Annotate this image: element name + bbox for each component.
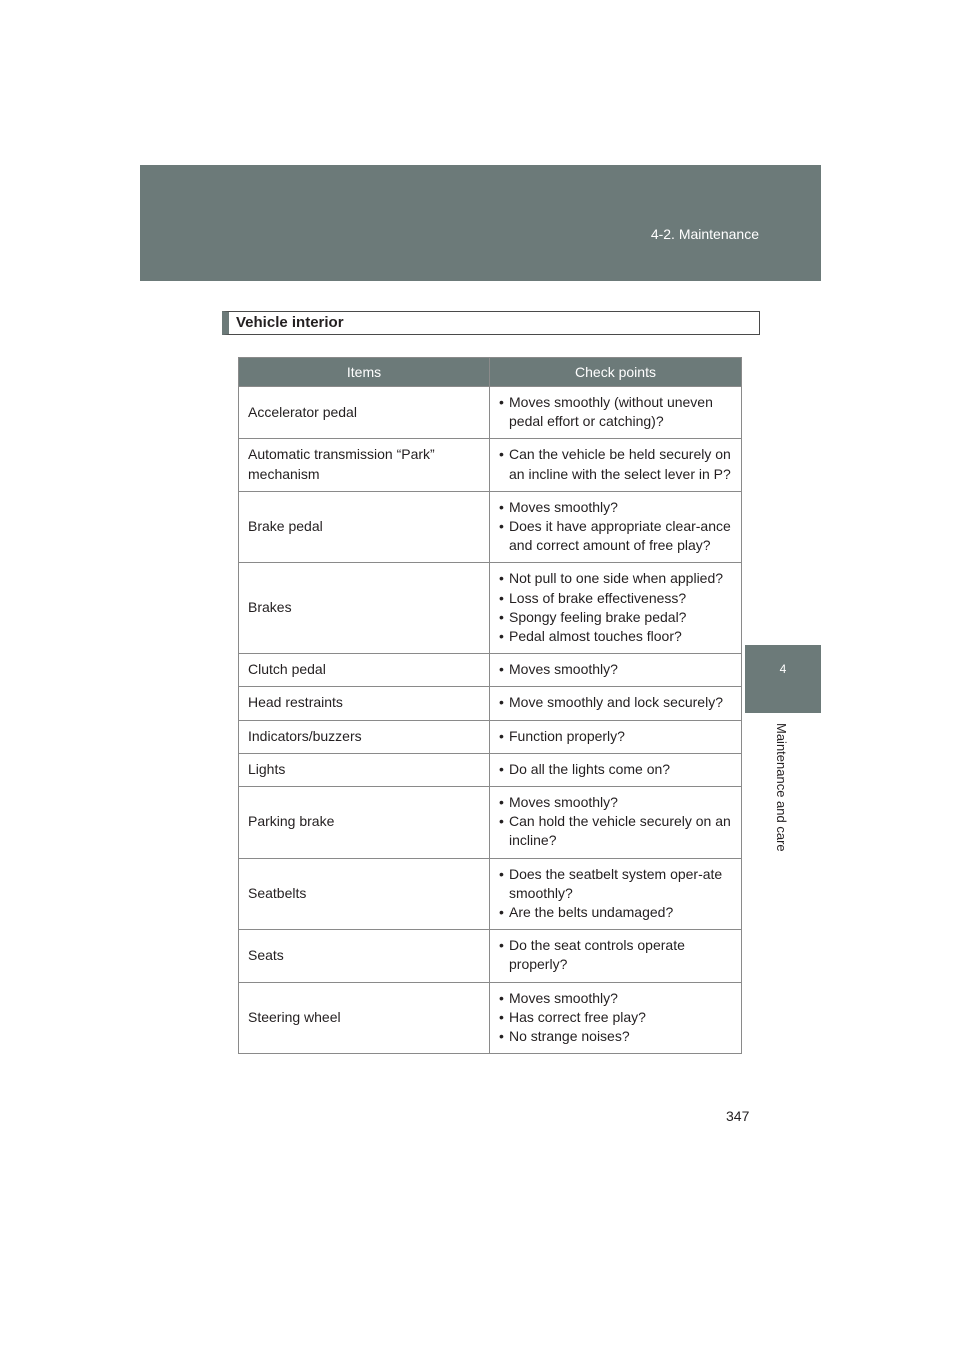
check-point: • Not pull to one side when applied? [499, 569, 733, 588]
item-cell: Clutch pedal [239, 654, 490, 687]
check-point: • Moves smoothly? [499, 793, 733, 812]
check-point: • Moves smoothly? [499, 498, 733, 517]
check-points-list [499, 989, 733, 1047]
item-cell: Parking brake [239, 787, 490, 859]
page-number: 347 [726, 1108, 750, 1124]
check-point: • Spongy feeling brake pedal? [499, 608, 733, 627]
column-header-check-points: Check points [490, 358, 742, 387]
table-row [239, 563, 742, 654]
table-row [239, 930, 742, 982]
check-points-cell [490, 563, 742, 654]
check-points-list [499, 693, 733, 712]
check-point: • Do the seat controls operate properly? [499, 936, 733, 974]
section-label: 4-2. Maintenance [650, 226, 759, 242]
column-header-items: Items [239, 358, 490, 387]
check-points-cell [490, 439, 742, 491]
check-points-list [499, 865, 733, 923]
item-cell: Head restraints [239, 687, 490, 720]
item-cell: Accelerator pedal [239, 387, 490, 439]
check-point: • Moves smoothly (without uneven pedal effort or catching)? [499, 393, 733, 431]
chapter-tab [745, 645, 821, 713]
item-cell: Lights [239, 753, 490, 786]
section-heading [222, 311, 760, 335]
item-cell: Seats [239, 930, 490, 982]
item-cell: Seatbelts [239, 858, 490, 930]
table-row [239, 982, 742, 1054]
check-points-cell [490, 753, 742, 786]
item-cell: Brake pedal [239, 491, 490, 563]
check-points-cell [490, 858, 742, 930]
check-points-list [499, 660, 733, 679]
chapter-label: Maintenance and care [774, 723, 789, 852]
check-points-cell [490, 491, 742, 563]
check-points-cell [490, 982, 742, 1054]
table-header-row [239, 358, 742, 387]
item-cell: Automatic transmission “Park” mechanism [239, 439, 490, 491]
check-point: • Loss of brake effectiveness? [499, 589, 733, 608]
check-points-cell [490, 687, 742, 720]
check-points-list [499, 936, 733, 974]
check-point: • Pedal almost touches floor? [499, 627, 733, 646]
table-row [239, 687, 742, 720]
table-row [239, 439, 742, 491]
check-point: • Does the seatbelt system oper-ate smoothly? [499, 865, 733, 903]
chapter-number: 4 [779, 662, 787, 676]
table-row [239, 720, 742, 753]
header-band [140, 165, 821, 281]
check-points-list [499, 393, 733, 431]
check-point: • Move smoothly and lock securely? [499, 693, 733, 712]
check-points-list [499, 760, 733, 779]
check-points-list [499, 793, 733, 851]
check-points-cell [490, 930, 742, 982]
check-points-list [499, 569, 733, 646]
check-point: • Can hold the vehicle securely on an incline? [499, 812, 733, 850]
item-cell: Brakes [239, 563, 490, 654]
section-title: Vehicle interior [236, 314, 344, 331]
check-point: • Can the vehicle be held securely on an incline with the select lever in P? [499, 445, 733, 483]
table-row [239, 787, 742, 859]
check-point: • Do all the lights come on? [499, 760, 733, 779]
check-point: • Are the belts undamaged? [499, 903, 733, 922]
check-points-cell [490, 787, 742, 859]
table-row [239, 654, 742, 687]
item-cell: Steering wheel [239, 982, 490, 1054]
check-points-list [499, 498, 733, 556]
check-point: • Moves smoothly? [499, 989, 733, 1008]
check-table [238, 357, 742, 1054]
table-row [239, 387, 742, 439]
check-point: • Function properly? [499, 727, 733, 746]
check-points-cell [490, 654, 742, 687]
table-row [239, 491, 742, 563]
table-row [239, 858, 742, 930]
check-point: • Does it have appropriate clear-ance and correct amount of free play? [499, 517, 733, 555]
check-points-cell [490, 387, 742, 439]
check-point: • Moves smoothly? [499, 660, 733, 679]
check-points-list [499, 445, 733, 483]
check-points-cell [490, 720, 742, 753]
check-point: • Has correct free play? [499, 1008, 733, 1027]
check-point: • No strange noises? [499, 1027, 733, 1046]
check-points-list [499, 727, 733, 746]
item-cell: Indicators/buzzers [239, 720, 490, 753]
table-row [239, 753, 742, 786]
